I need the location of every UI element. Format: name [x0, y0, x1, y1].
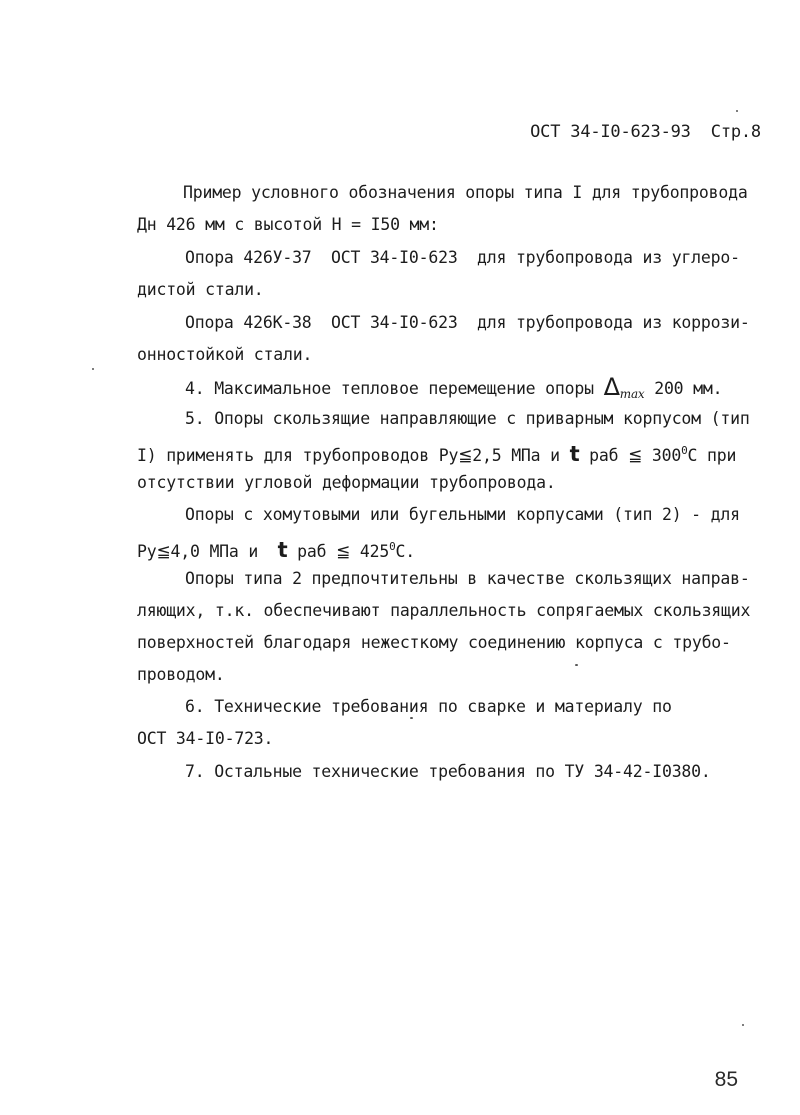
text-line: 5. Опоры скользящие направляющие с приварным корпусом (тип [185, 409, 750, 428]
document-code: ОСТ 34-I0-623-93 [530, 122, 691, 142]
text-segment: 425 [350, 542, 390, 561]
text-segment: I) применять для трубопроводов Ру [137, 446, 459, 465]
page-header [490, 102, 761, 162]
text-segment: раб [287, 542, 337, 561]
text-line: ОСТ 34-I0-723. [137, 729, 274, 748]
scan-speck [410, 717, 413, 719]
text-line: Опора 426У-37 ОСТ 34-I0-623 для трубопровода из углеро- [185, 248, 740, 267]
text-segment: 300 [642, 446, 682, 465]
t-symbol: t [277, 538, 288, 562]
scan-speck [736, 110, 738, 112]
text-segment: 4,0 МПа и [170, 542, 278, 561]
text-segment: 4. Максимальное тепловое перемещение опоры [185, 379, 604, 398]
text-line: отсутствии угловой деформации трубопровода. [137, 473, 556, 492]
text-line: ляющих, т.к. обеспечивают параллельность сопрягаемых скользящих [137, 601, 751, 620]
text-segment: раб [579, 446, 629, 465]
text-line: Опоры типа 2 предпочтительны в качестве скользящих направ- [185, 569, 750, 588]
text-line: 6. Технические требования по сварке и материалу по [185, 697, 672, 716]
text-line: 7. Остальные технические требования по ТУ 34-42-I0380. [185, 762, 711, 781]
text-line: Опора 426К-38 ОСТ 34-I0-623 для трубопровода из коррози- [185, 313, 750, 332]
text-line: поверхностей благодаря нежесткому соединению корпуса с трубо- [137, 633, 731, 652]
text-line-formula [137, 441, 736, 466]
text-line: проводом. [137, 665, 225, 684]
leq-symbol: ≦ [628, 446, 643, 466]
t-symbol: t [569, 442, 580, 466]
degree-superscript: 0 [681, 444, 688, 457]
text-segment: 2,5 МПа и [472, 446, 570, 465]
text-line: Дн 426 мм с высотой Н = I50 мм: [137, 215, 439, 234]
delta-symbol: Δ [603, 373, 620, 401]
text-segment: Ру [137, 542, 157, 561]
text-segment: 200 мм. [644, 379, 723, 398]
subscript: max [619, 387, 645, 401]
text-segment: С при [687, 446, 737, 465]
text-line: Опоры с хомутовыми или бугельными корпусами (тип 2) - для [185, 505, 740, 524]
text-line: дистой стали. [137, 280, 264, 299]
scan-speck [742, 1024, 744, 1026]
text-segment: С. [395, 542, 415, 561]
text-line-formula [137, 537, 415, 562]
page-number: 85 [714, 1068, 738, 1091]
scan-speck [92, 368, 94, 370]
scan-speck [575, 664, 578, 666]
leq-symbol: ≦ [156, 542, 171, 562]
text-line-item-4 [185, 373, 723, 404]
text-line: онностойкой стали. [137, 345, 313, 364]
text-line: Пример условного обозначения опоры типа I для трубопровода [183, 183, 748, 202]
degree-superscript: 0 [389, 540, 396, 553]
page-label: Стр.8 [710, 122, 761, 142]
leq-symbol: ≦ [458, 446, 473, 466]
leq-symbol: ≦ [336, 542, 351, 562]
